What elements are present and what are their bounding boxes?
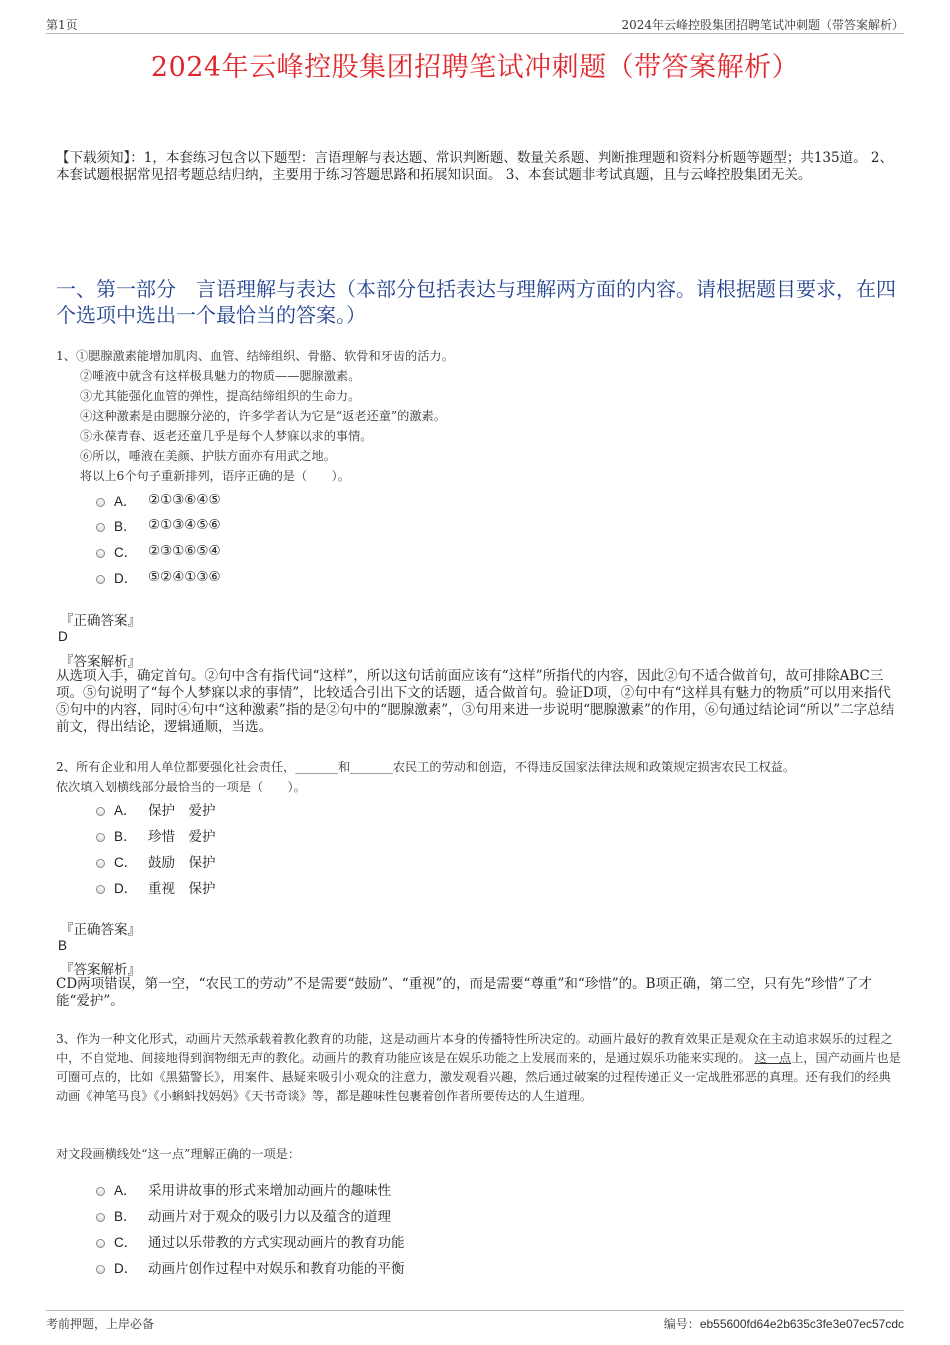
q1-line-7: 将以上6个句子重新排列，语序正确的是（ ）。 bbox=[80, 469, 350, 483]
question-3-passage bbox=[56, 1030, 901, 1106]
q3-option-a[interactable]: A． 采用讲故事的形式来增加动画片的趣味性 bbox=[96, 1179, 391, 1199]
q2-analysis-label: 『答案解析』 bbox=[60, 962, 141, 978]
q3-passage-part-b: 上，国产动画片也是可圈可点的，比如《黑猫警长》，用案件、悬疑来吸引小观众的注意力，激发观看兴趣，然后通过破案的过程传递正义一定战胜邪恶的真理。还有我们的经典动画《神笔马良》《小蝌蚪找妈妈》《天书奇谈》等，都是趣味性包裹着创作者所要传达的人生道理。 bbox=[56, 1051, 901, 1103]
radio-icon[interactable] bbox=[96, 575, 105, 584]
radio-icon[interactable] bbox=[96, 1187, 105, 1196]
q2-option-d[interactable]: D． 重视 保护 bbox=[96, 877, 216, 897]
q2-option-a[interactable]: A． 保护 爱护 bbox=[96, 799, 216, 819]
radio-icon[interactable] bbox=[96, 833, 105, 842]
radio-icon[interactable] bbox=[96, 523, 105, 532]
q1-option-d[interactable]: D． ⑤②④①③⑥ bbox=[96, 567, 221, 587]
radio-icon[interactable] bbox=[96, 1265, 105, 1274]
document-title: 2024年云峰控股集团招聘笔试冲刺题（带答案解析） bbox=[150, 52, 800, 83]
q2-option-b[interactable]: B． 珍惜 爱护 bbox=[96, 825, 216, 845]
header-doc-title: 2024年云峰控股集团招聘笔试冲刺题（带答案解析） bbox=[621, 18, 904, 32]
radio-icon[interactable] bbox=[96, 1213, 105, 1222]
q2-option-c[interactable]: C． 鼓励 保护 bbox=[96, 851, 216, 871]
q2-answer: B bbox=[58, 938, 68, 953]
page-header bbox=[46, 14, 904, 34]
footer-code bbox=[664, 1315, 904, 1332]
section-title: 一、第一部分 言语理解与表达（本部分包括表达与理解两方面的内容。请根据题目要求，在四个选项中选出一个最恰当的答案。） bbox=[56, 277, 896, 327]
page-footer bbox=[46, 1310, 904, 1331]
q1-line-3: ③尤其能强化血管的弹性，提高结缔组织的生命力。 bbox=[80, 389, 361, 403]
q1-line-2: ②唾液中就含有这样极具魅力的物质——腮腺激素。 bbox=[80, 369, 361, 383]
question-1-stem bbox=[56, 346, 901, 486]
q3-option-c[interactable]: C． 通过以乐带教的方式实现动画片的教育功能 bbox=[96, 1231, 405, 1251]
q1-line-5: ⑤永葆青春、返老还童几乎是每个人梦寐以求的事情。 bbox=[80, 429, 373, 443]
q1-analysis: 从选项入手，确定首句。②句中含有指代词“这样”，所以这句话前面应该有“这样”所指代的内容，因此②句不适合做首句，故可排除ABC三项。⑤句说明了“每个人梦寐以求的事情”，比较适合引出下文的话题，适合做首句。验证D项，②句中有“这样具有魅力的物质”可以用来指代⑤句中的内容，同时④句中“这种激素”指的是②句中的“腮腺激素”，③句用来进一步说明“腮腺激素”的作用，⑥句通过结论词“所以”二字总结前文，得出结论，逻辑通顺，当选。 bbox=[56, 668, 895, 735]
radio-icon[interactable] bbox=[96, 859, 105, 868]
q2-answer-label: 『正确答案』 bbox=[60, 922, 141, 938]
q3-passage-part-a: 3、作为一种文化形式，动画片天然承载着教化教育的功能，这是动画片本身的传播特性所决定的。动画片最好的教育效果正是观众在主动追求娱乐的过程之中，不自觉地、间接地得到润物细无声的教化。动画片的教育功能应该是在娱乐功能之上发展而来的，是通过娱乐功能来实现的。 bbox=[56, 1032, 893, 1065]
q1-answer-label: 『正确答案』 bbox=[60, 613, 141, 629]
question-2-stem bbox=[56, 757, 901, 797]
q2-line-2: 依次填入划横线部分最恰当的一项是（ ）。 bbox=[56, 780, 306, 794]
q1-option-b[interactable]: B． ②①③④⑤⑥ bbox=[96, 515, 221, 535]
q1-line-1: 1、①腮腺激素能增加肌肉、血管、结缔组织、骨骼、软骨和牙齿的活力。 bbox=[56, 349, 454, 363]
radio-icon[interactable] bbox=[96, 1239, 105, 1248]
q1-analysis-label: 『答案解析』 bbox=[60, 654, 141, 670]
q1-line-4: ④这种激素是由腮腺分泌的，许多学者认为它是“返老还童”的激素。 bbox=[80, 409, 446, 423]
footer-code-value: eb55600fd64e2b635c3fe3e07ec57cdc bbox=[699, 1317, 904, 1331]
q1-option-c[interactable]: C． ②③①⑥⑤④ bbox=[96, 541, 221, 561]
q1-option-a[interactable]: A． ②①③⑥④⑤ bbox=[96, 490, 221, 510]
q3-option-b[interactable]: B． 动画片对于观众的吸引力以及蕴含的道理 bbox=[96, 1205, 391, 1225]
radio-icon[interactable] bbox=[96, 807, 105, 816]
q2-line-1: 2、所有企业和用人单位都要强化社会责任，_______和_______农民工的劳动和创造，不得违反国家法律法规和政策规定损害农民工权益。 bbox=[56, 760, 796, 774]
q3-underlined-phrase: 这一点 bbox=[754, 1051, 792, 1065]
radio-icon[interactable] bbox=[96, 498, 105, 507]
q2-analysis: CD两项错误，第一空，“农民工的劳动”不是需要“鼓励”、“重视”的，而是需要“尊重”和“珍惜”的。B项正确，第二空，只有先“珍惜”了才能“爱护”。 bbox=[56, 976, 872, 1009]
q1-answer: D bbox=[58, 629, 68, 644]
radio-icon[interactable] bbox=[96, 885, 105, 894]
q1-line-6: ⑥所以，唾液在美颜、护肤方面亦有用武之地。 bbox=[80, 449, 336, 463]
footer-code-label: 编号： bbox=[663, 1317, 700, 1331]
q3-question: 对文段画横线处“这一点”理解正确的一项是： bbox=[56, 1147, 301, 1161]
footer-slogan: 考前押题，上岸必备 bbox=[46, 1317, 155, 1331]
page-number: 第1页 bbox=[46, 18, 78, 32]
q3-option-d[interactable]: D． 动画片创作过程中对娱乐和教育功能的平衡 bbox=[96, 1257, 405, 1277]
download-notice: 【下载须知】：1，本套练习包含以下题型：言语理解与表达题、常识判断题、数量关系题、判断推理题和资料分析题等题型；共135道。 2、本套试题根据常见招考题总结归纳，主要用于练习答题思路和拓展知识面。 3、本套试题非考试真题，且与云峰控股集团无关。 bbox=[56, 150, 893, 183]
radio-icon[interactable] bbox=[96, 549, 105, 558]
